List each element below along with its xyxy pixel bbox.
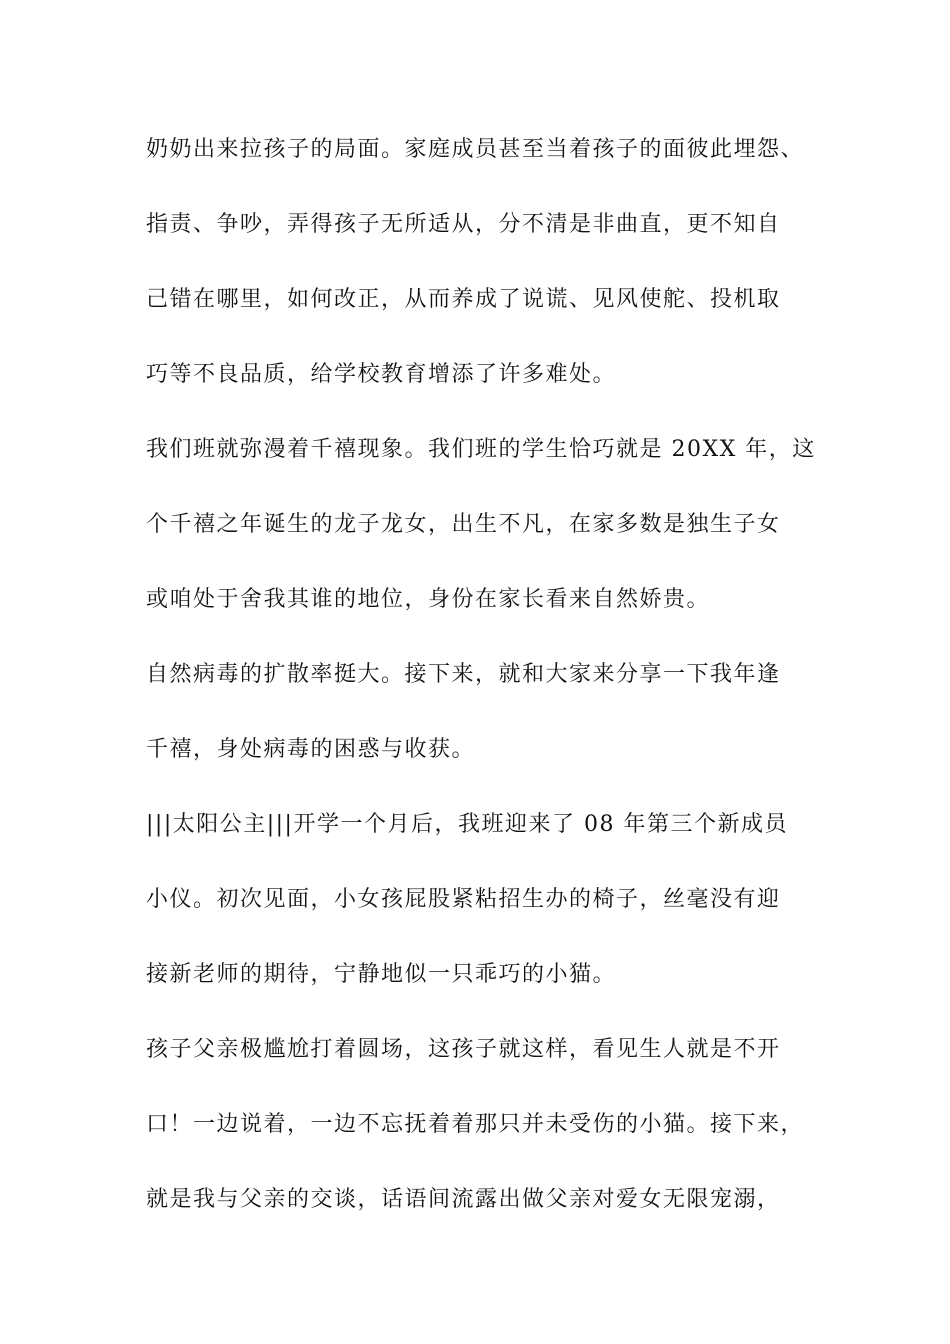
- text-line: 己错在哪里，如何改正，从而养成了说谎、见风使舵、投机取: [146, 287, 781, 312]
- text-line: |||太阳公主|||开学一个月后，我班迎来了 08 年第三个新成员: [146, 812, 788, 837]
- text-line: 奶奶出来拉孩子的局面。家庭成员甚至当着孩子的面彼此埋怨、: [146, 137, 805, 162]
- text-line: 口！一边说着，一边不忘抚着着那只并未受伤的小猫。接下来，: [146, 1112, 805, 1137]
- text-line: 孩子父亲极尴尬打着圆场，这孩子就这样，看见生人就是不开: [146, 1037, 781, 1062]
- text-line: 我们班就弥漫着千禧现象。我们班的学生恰巧就是 20XX 年，这: [146, 437, 816, 462]
- text-line: 千禧，身处病毒的困惑与收获。: [146, 737, 476, 762]
- text-line: 接新老师的期待，宁静地似一只乖巧的小猫。: [146, 962, 617, 987]
- text-line: 自然病毒的扩散率挺大。接下来，就和大家来分享一下我年逢: [146, 662, 781, 687]
- text-line: 或咱处于舍我其谁的地位，身份在家长看来自然娇贵。: [146, 587, 711, 612]
- text-line: 巧等不良品质，给学校教育增添了许多难处。: [146, 362, 617, 387]
- text-line: 就是我与父亲的交谈，话语间流露出做父亲对爱女无限宠溺，: [146, 1187, 781, 1212]
- text-line: 指责、争吵，弄得孩子无所适从，分不清是非曲直，更不知自: [146, 212, 781, 237]
- text-line: 小仪。初次见面，小女孩屁股紧粘招生办的椅子，丝毫没有迎: [146, 887, 781, 912]
- text-line: 个千禧之年诞生的龙子龙女，出生不凡，在家多数是独生子女: [146, 512, 781, 537]
